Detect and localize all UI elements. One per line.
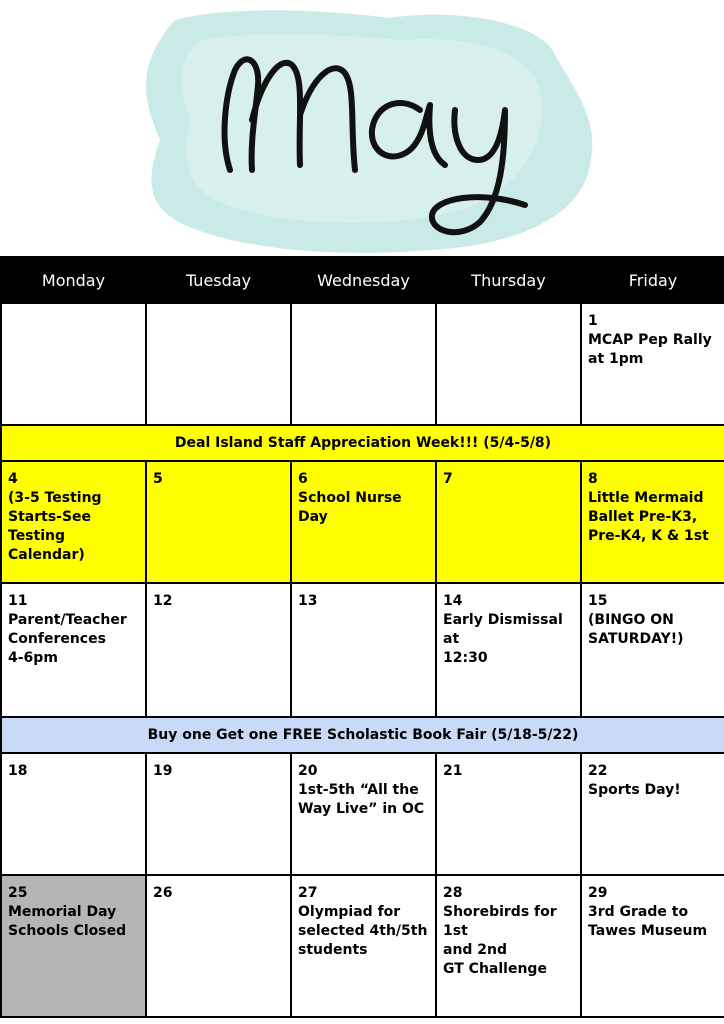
day-cell [1,303,146,425]
day-event: Memorial Day Schools Closed [8,904,127,939]
may-calendar-table [0,256,724,1018]
day-cell [581,753,724,875]
day-number: 29 [588,885,608,901]
day-cell [436,753,581,875]
banner-row [1,717,724,753]
weekday-monday: Monday [1,257,146,303]
day-event: (3-5 Testing Starts-See Testing Calendar) [8,490,102,563]
day-number: 21 [443,763,463,779]
day-event: Early Dismissal at 12:30 [443,612,563,666]
day-number: 4 [8,471,18,487]
day-cell [436,583,581,717]
day-number: 15 [588,593,608,609]
day-number: 14 [443,593,463,609]
day-number: 11 [8,593,28,609]
day-number: 28 [443,885,463,901]
day-cell-holiday [1,875,146,1017]
day-number: 27 [298,885,318,901]
weekday-wednesday: Wednesday [291,257,436,303]
weekday-thursday: Thursday [436,257,581,303]
day-cell [146,303,291,425]
day-cell [436,303,581,425]
week-row [1,875,724,1017]
day-event: Olympiad for selected 4th/5th students [298,904,428,958]
day-cell [1,583,146,717]
calendar-header [0,0,724,256]
banner-row [1,425,724,461]
day-cell [291,583,436,717]
day-cell [146,753,291,875]
day-cell [146,461,291,583]
day-number: 1 [588,313,598,329]
day-cell [436,875,581,1017]
day-number: 5 [153,471,163,487]
day-number: 6 [298,471,308,487]
day-number: 19 [153,763,173,779]
day-cell [291,303,436,425]
day-cell [581,303,724,425]
day-number: 8 [588,471,598,487]
day-event: 1st-5th “All the Way Live” in OC [298,782,425,817]
week-row [1,461,724,583]
day-event: (BINGO ON SATURDAY!) [588,612,684,647]
day-number: 26 [153,885,173,901]
weekday-header-row [1,257,724,303]
day-cell [581,875,724,1017]
day-number: 18 [8,763,28,779]
day-event: School Nurse Day [298,490,402,525]
weekday-friday: Friday [581,257,724,303]
week-row [1,303,724,425]
day-cell [146,583,291,717]
day-cell [1,461,146,583]
staff-appreciation-banner: Deal Island Staff Appreciation Week!!! (5/4-5/8) [1,425,724,461]
day-number: 12 [153,593,173,609]
day-cell [146,875,291,1017]
day-number: 20 [298,763,318,779]
day-event: MCAP Pep Rally at 1pm [588,332,712,367]
day-number: 22 [588,763,608,779]
week-row [1,583,724,717]
day-cell [1,753,146,875]
day-cell [581,461,724,583]
day-number: 25 [8,885,28,901]
day-cell [581,583,724,717]
day-event: 3rd Grade to Tawes Museum [588,904,708,939]
weekday-tuesday: Tuesday [146,257,291,303]
day-number: 7 [443,471,453,487]
day-event: Parent/Teacher Conferences 4-6pm [8,612,127,666]
day-event: Shorebirds for 1st and 2nd GT Challenge [443,904,557,977]
day-number: 13 [298,593,318,609]
day-cell [291,753,436,875]
day-cell [436,461,581,583]
day-cell [291,875,436,1017]
book-fair-banner: Buy one Get one FREE Scholastic Book Fair (5/18-5/22) [1,717,724,753]
week-row [1,753,724,875]
day-event: Sports Day! [588,782,681,798]
may-title-graphic [0,0,724,256]
day-event: Little Mermaid Ballet Pre-K3, Pre-K4, K & 1st [588,490,709,544]
day-cell [291,461,436,583]
